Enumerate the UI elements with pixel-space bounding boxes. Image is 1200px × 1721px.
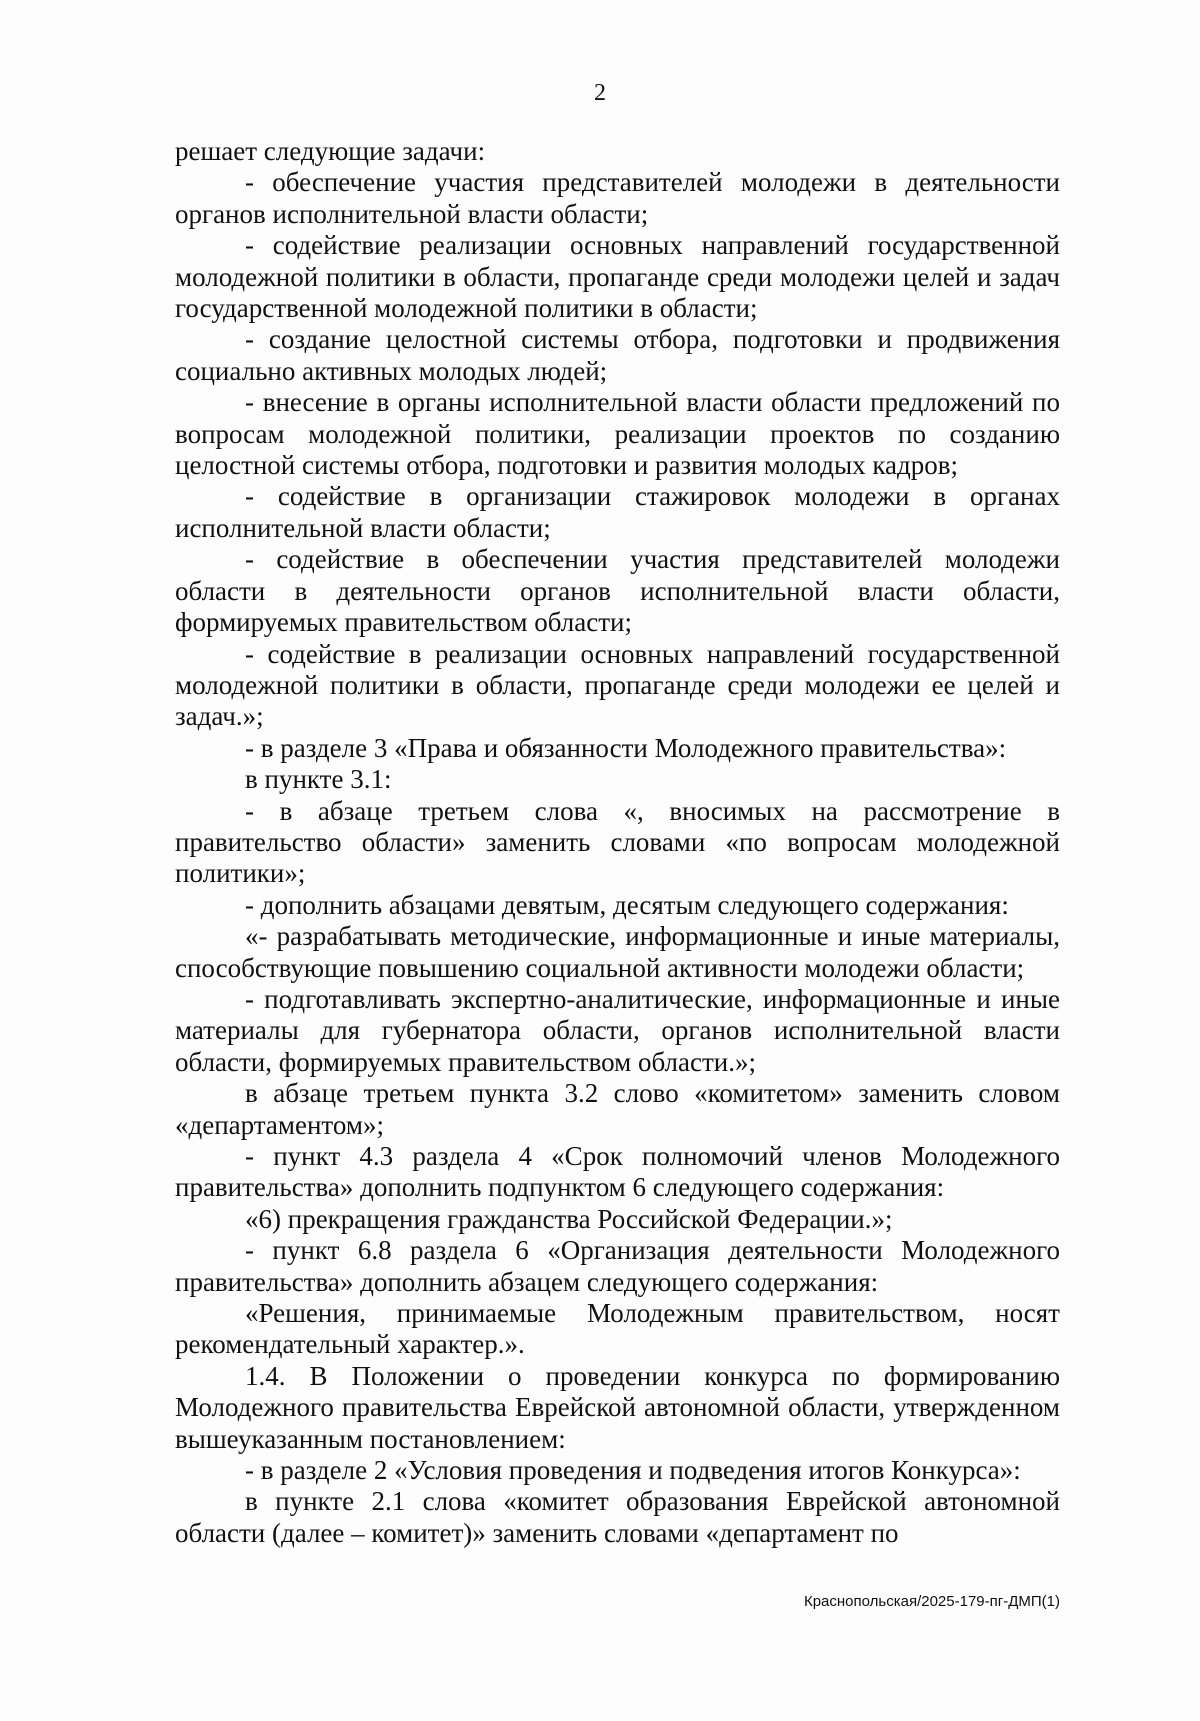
page-number: 2 xyxy=(594,80,606,106)
body-paragraph: «- разрабатывать методические, информационные и иные материалы, способствующие повышению социальной активности молодежи области; xyxy=(175,921,1060,983)
body-paragraph: - в абзаце третьем слова «, вносимых на рассмотрение в правительство области» заменить словами «по вопросам молодежной политики»; xyxy=(175,795,1060,889)
body-paragraph: - содействие реализации основных направлений государственной молодежной политики в области, пропаганде среди молодежи целей и задач государственной молодежной политики в области; xyxy=(175,230,1060,324)
body-paragraph: - содействие в организации стажировок молодежи в органах исполнительной власти области; xyxy=(175,481,1060,543)
document-footer-code: Краснопольская/2025-179-пг-ДМП(1) xyxy=(803,1593,1060,1610)
body-paragraph: - пункт 6.8 раздела 6 «Организация деятельности Молодежного правительства» дополнить абзацем следующего содержания: xyxy=(175,1235,1060,1297)
body-paragraph: - содействие в реализации основных направлений государственной молодежной политики в области, пропаганде среди молодежи ее целей и задач.»; xyxy=(175,638,1060,732)
body-paragraph: 1.4. В Положении о проведении конкурса по формированию Молодежного правительства Еврейской автономной области, утвержденном вышеуказанным постановлением: xyxy=(175,1360,1060,1454)
body-paragraph: в абзаце третьем пункта 3.2 слово «комитетом» заменить словом «департаментом»; xyxy=(175,1078,1060,1140)
body-paragraph: - в разделе 2 «Условия проведения и подведения итогов Конкурса»: xyxy=(245,1455,1021,1486)
body-paragraph: в пункте 3.1: xyxy=(245,764,392,795)
body-paragraph: - пункт 4.3 раздела 4 «Срок полномочий членов Молодежного правительства» дополнить подпунктом 6 следующего содержания: xyxy=(175,1141,1060,1203)
document-body xyxy=(175,136,1060,1549)
body-paragraph: «Решения, принимаемые Молодежным правительством, носят рекомендательный характер.». xyxy=(175,1298,1060,1360)
body-paragraph: - внесение в органы исполнительной власти области предложений по вопросам молодежной политики, реализации проектов по созданию целостной системы отбора, подготовки и развития молодых кадров; xyxy=(175,387,1060,481)
body-paragraph: - подготавливать экспертно-аналитические, информационные и иные материалы для губернатора области, органов исполнительной власти области, формируемых правительством области.»; xyxy=(175,983,1060,1077)
body-paragraph: «6) прекращения гражданства Российской Федерации.»; xyxy=(245,1203,893,1234)
body-paragraph: - в разделе 3 «Права и обязанности Молодежного правительства»: xyxy=(245,732,1007,763)
body-paragraph: решает следующие задачи: xyxy=(175,136,486,166)
body-paragraph: - обеспечение участия представителей молодежи в деятельности органов исполнительной власти области; xyxy=(175,167,1060,229)
body-paragraph: - дополнить абзацами девятым, десятым следующего содержания: xyxy=(245,889,1009,920)
body-paragraph: - содействие в обеспечении участия представителей молодежи области в деятельности органов исполнительной власти области, формируемых правительством области; xyxy=(175,544,1060,638)
body-paragraph: в пункте 2.1 слова «комитет образования Еврейской автономной области (далее – комитет)» заменить словами «департамент по xyxy=(175,1486,1060,1548)
body-paragraph: - создание целостной системы отбора, подготовки и продвижения социально активных молодых людей; xyxy=(175,324,1060,386)
